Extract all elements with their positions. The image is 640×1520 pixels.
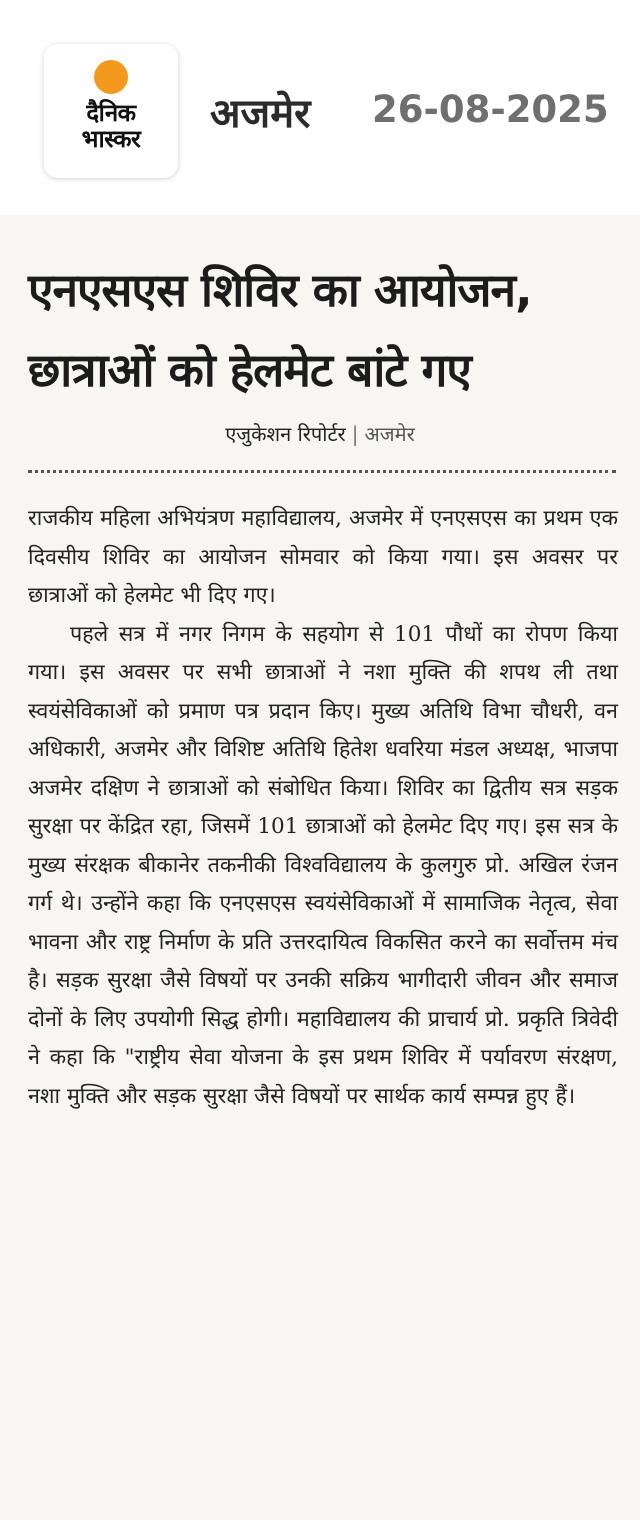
logo-text — [82, 100, 141, 152]
page-header — [0, 0, 640, 215]
dotted-divider — [28, 470, 616, 473]
sun-icon — [94, 60, 128, 94]
byline-separator: | — [351, 422, 359, 446]
edition-date: 26-08-2025 — [372, 88, 609, 131]
headline-line-2: छात्राओं को हेलमेट बांटे गए — [28, 343, 471, 397]
article-headline — [28, 250, 618, 410]
edition-city: अजमेर — [210, 91, 311, 137]
article-paragraph-1: राजकीय महिला अभियंत्रण महाविद्यालय, अजमेर में एनएसएस का प्रथम एक दिवसीय शिविर का आयोजन सोमवार को किया गया। इस अवसर पर छात्राओं को हेलमेट भी दिए गए। — [28, 506, 618, 608]
headline-line-1: एनएसएस शिविर का आयोजन, — [28, 263, 532, 317]
byline-reporter: एजुकेशन रिपोर्टर — [225, 422, 346, 446]
logo-line-1: दैनिक — [86, 99, 136, 127]
dainik-bhaskar-logo — [44, 44, 178, 178]
article-byline — [0, 420, 640, 447]
article-body — [28, 500, 618, 1116]
byline-location: अजमेर — [364, 422, 415, 446]
article-paragraph-2: पहले सत्र में नगर निगम के सहयोग से 101 पौधों का रोपण किया गया। इस अवसर पर सभी छात्राओं ने नशा मुक्ति की शपथ ली तथा स्वयंसेविकाओं को प्रमाण पत्र प्रदान किए। मुख्य अतिथि विभा चौधरी, वन अधिकारी, अजमेर और विशिष्ट अतिथि हितेश धवरिया मंडल अध्यक्ष, भाजपा अजमेर दक्षिण ने छात्राओं को संबोधित किया। शिविर का द्वितीय सत्र सड़क सुरक्षा पर केंद्रित रहा, जिसमें 101 छात्राओं को हेलमेट दिए गए। इस सत्र के मुख्य संरक्षक बीकानेर तकनीकी विश्वविद्यालय के कुलगुरु प्रो. अखिल रंजन गर्ग थे। उन्होंने कहा कि एनएसएस स्वयंसेविकाओं में सामाजिक नेतृत्व, सेवा भावना और राष्ट्र निर्माण के प्रति उत्तरदायित्व विकसित करने का सर्वोत्तम मंच है। सड़क सुरक्षा जैसे विषयों पर उनकी सक्रिय भागीदारी जीवन और समाज दोनों के लिए उपयोगी सिद्ध होगी। महाविद्यालय की प्राचार्य प्रो. प्रकृति त्रिवेदी ने कहा कि "राष्ट्रीय सेवा योजना के इस प्रथम शिविर में पर्यावरण संरक्षण, नशा मुक्ति और सड़क सुरक्षा जैसे विषयों पर सार्थक कार्य सम्पन्न हुए हैं। — [28, 621, 618, 1109]
logo-line-2: भास्कर — [81, 125, 141, 153]
